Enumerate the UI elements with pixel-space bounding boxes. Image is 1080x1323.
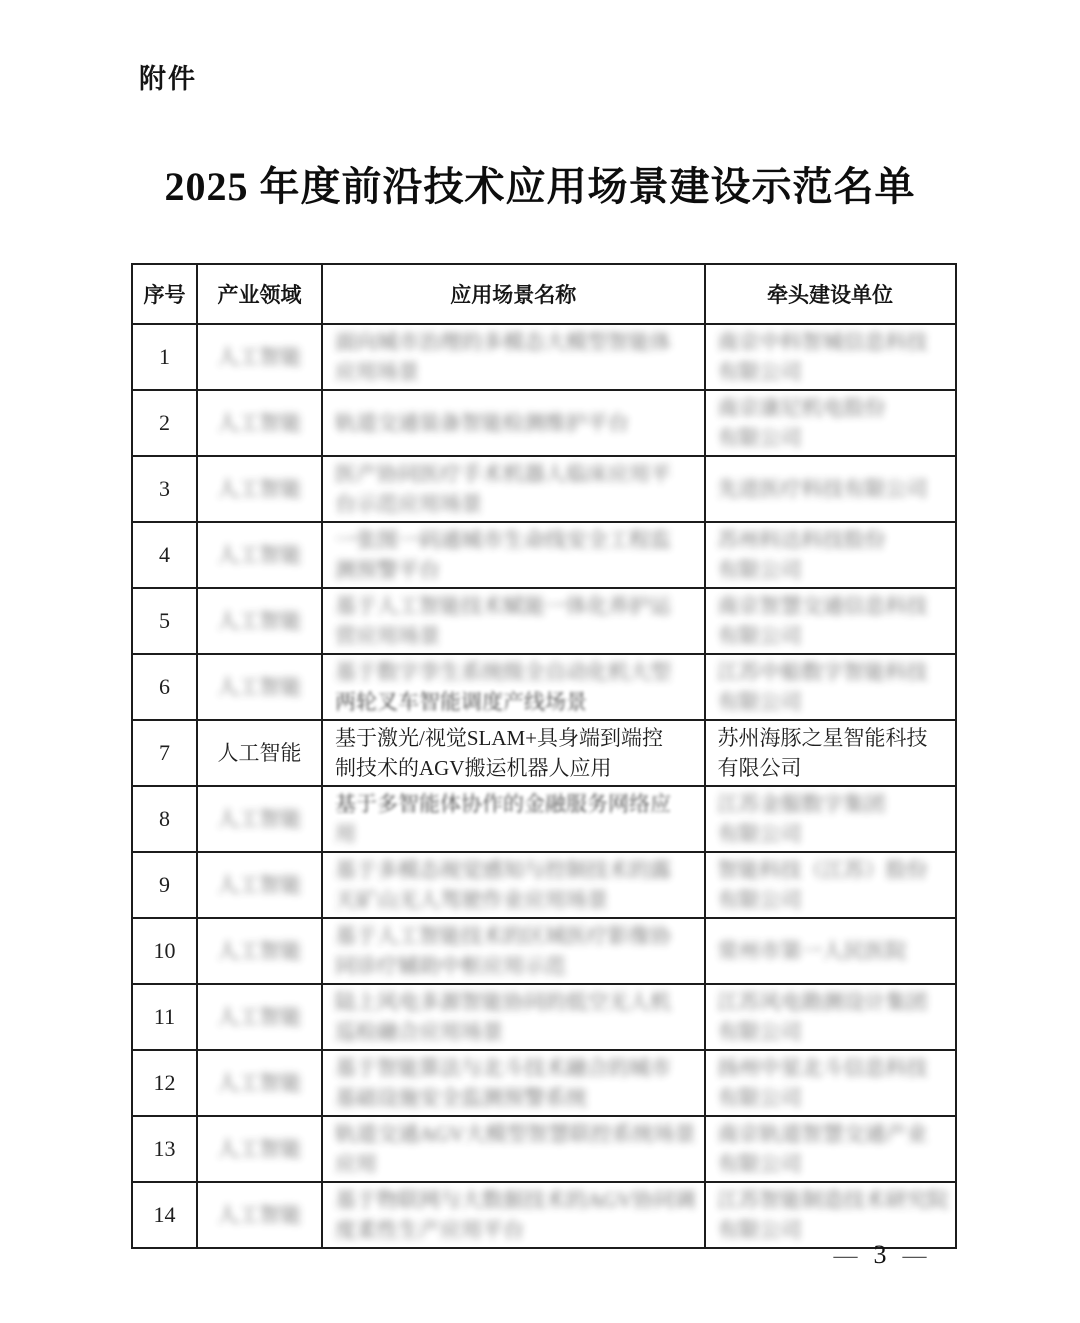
cell-no	[132, 918, 197, 984]
cell-text-line: 人工智能	[217, 543, 302, 567]
cell-text-line: 有限公司	[717, 888, 802, 912]
cell-no	[132, 522, 197, 588]
cell-unit	[705, 1182, 956, 1248]
cell-text-line: 南京康尼机电股份	[717, 396, 886, 420]
cell-unit	[705, 588, 956, 654]
cell-no	[132, 390, 197, 456]
cell-text-line: 人工智能	[217, 675, 302, 699]
table-row	[132, 1182, 956, 1248]
cell-field	[197, 1116, 322, 1182]
cell-text-line: 有限公司	[717, 756, 802, 780]
cell-unit	[705, 852, 956, 918]
cell-text-line: 应用	[335, 1152, 377, 1176]
cell-text-line: 基于物联网与大数据技术的AGV协同调	[335, 1188, 696, 1212]
cell-scenario	[322, 786, 705, 852]
cell-text-line: 南京轨道智慧交通产业	[717, 1122, 928, 1146]
cell-scenario	[322, 852, 705, 918]
cell-no	[132, 654, 197, 720]
cell-no	[132, 720, 197, 786]
cell-text-line: 人工智能	[217, 1005, 302, 1029]
cell-text-line: 基于多智能体协作的金融服务网络应	[335, 792, 671, 816]
cell-text-line: 制技术的AGV搬运机器人应用	[335, 756, 612, 780]
page-title: 2025 年度前沿技术应用场景建设示范名单	[164, 164, 916, 209]
cell-unit	[705, 786, 956, 852]
page-number-value: 3	[873, 1240, 887, 1269]
cell-text-line: 有限公司	[717, 690, 802, 714]
header-industry-field: 产业领域	[197, 264, 322, 324]
cell-text-line: 智能科技（江苏）股份	[717, 858, 928, 882]
cell-unit	[705, 522, 956, 588]
cell-scenario	[322, 456, 705, 522]
cell-text-line: 江苏金服数字集团	[717, 792, 886, 816]
cell-text-line: 人工智能	[217, 1203, 302, 1227]
cell-scenario	[322, 324, 705, 390]
cell-field	[197, 456, 322, 522]
table-row	[132, 456, 956, 522]
cell-text-line: 人工智能	[217, 609, 302, 633]
cell-text-line: 轨道交通装备智能检测维护平台	[335, 411, 629, 435]
cell-text-line: 人工智能	[217, 939, 302, 963]
cell-text-line: 应用场景	[335, 360, 419, 384]
cell-text-line: 度柔性生产应用平台	[335, 1218, 524, 1242]
cell-field	[197, 390, 322, 456]
cell-text-line: 有限公司	[717, 558, 802, 582]
cell-text-line: 6	[159, 674, 170, 699]
cell-text-line: 有限公司	[717, 426, 802, 450]
cell-text-line: 人工智能	[217, 873, 302, 897]
cell-text-line: 人工智能	[217, 411, 302, 435]
cell-text-line: 一张图一码通城市生命线安全工程监	[335, 528, 671, 552]
cell-field	[197, 1182, 322, 1248]
cell-no	[132, 1050, 197, 1116]
cell-text-line: 13	[153, 1136, 176, 1161]
cell-scenario	[322, 588, 705, 654]
cell-no	[132, 786, 197, 852]
cell-unit	[705, 1050, 956, 1116]
cell-field	[197, 588, 322, 654]
table-row	[132, 654, 956, 720]
table-row	[132, 1050, 956, 1116]
cell-scenario	[322, 720, 705, 786]
cell-text-line: 9	[159, 872, 170, 897]
cell-unit	[705, 984, 956, 1050]
cell-no	[132, 1116, 197, 1182]
cell-text-line: 8	[159, 806, 170, 831]
cell-text-line: 面向城市治理的多模态大模型智能体	[335, 330, 671, 354]
cell-text-line: 南京智慧交通信息科技	[717, 594, 928, 618]
cell-text-line: 11	[153, 1004, 176, 1029]
cell-text-line: 先进医疗科技有限公司	[717, 477, 928, 501]
header-serial-number: 序号	[132, 264, 197, 324]
cell-unit	[705, 654, 956, 720]
page-number-dash-right: —	[902, 1243, 927, 1269]
cell-field	[197, 522, 322, 588]
cell-scenario	[322, 918, 705, 984]
cell-unit	[705, 390, 956, 456]
cell-text-line: 轨道交通AGV大模型智慧联控系统场景	[335, 1122, 696, 1146]
cell-text-line: 用	[335, 822, 356, 846]
cell-scenario	[322, 1116, 705, 1182]
cell-scenario	[322, 390, 705, 456]
cell-text-line: 基于人工智能技术的区域医疗影像协	[335, 924, 671, 948]
cell-text-line: 人工智能	[217, 807, 302, 831]
cell-text-line: 有限公司	[717, 1218, 802, 1242]
cell-text-line: 人工智能	[217, 741, 302, 765]
cell-text-line: 12	[153, 1070, 176, 1095]
cell-text-line: 14	[153, 1202, 176, 1227]
table-row	[132, 1116, 956, 1182]
cell-text-line: 基于激光/视觉SLAM+具身端到端控	[335, 726, 664, 750]
cell-text-line: 有限公司	[717, 1086, 802, 1110]
cell-text-line: 基于人工智能技术赋能一体化养护运	[335, 594, 671, 618]
cell-text-line: 10	[153, 938, 176, 963]
cell-text-line: 两轮叉车智能调度产线场景	[335, 690, 587, 714]
cell-text-line: 台示范应用场景	[335, 492, 482, 516]
cell-text-line: 测预警平台	[335, 558, 440, 582]
cell-scenario	[322, 1182, 705, 1248]
table-body	[132, 324, 956, 1248]
cell-text-line: 3	[159, 476, 170, 501]
cell-text-line: 常州市第一人民医院	[717, 939, 907, 963]
cell-text-line: 江苏智能制造技术研究院	[717, 1188, 949, 1212]
table-row	[132, 720, 956, 786]
cell-text-line: 苏州科达科技股份	[717, 528, 886, 552]
cell-text-line: 苏州海豚之星智能科技	[717, 726, 928, 750]
cell-field	[197, 720, 322, 786]
cell-no	[132, 324, 197, 390]
cell-scenario	[322, 522, 705, 588]
cell-text-line: 基础设施安全监测预警系统	[335, 1086, 587, 1110]
cell-field	[197, 852, 322, 918]
cell-scenario	[322, 984, 705, 1050]
cell-scenario	[322, 654, 705, 720]
cell-text-line: 南京中科智城信息科技	[717, 330, 928, 354]
page-number-dash-left: —	[833, 1243, 858, 1269]
cell-text-line: 1	[159, 344, 170, 369]
header-scenario-name: 应用场景名称	[322, 264, 705, 324]
cell-text-line: 江苏中船数字智能科技	[717, 660, 928, 684]
cell-text-line: 人工智能	[217, 1137, 302, 1161]
table-row	[132, 984, 956, 1050]
cell-text-line: 营应用场景	[335, 624, 440, 648]
cell-text-line: 有限公司	[717, 822, 802, 846]
cell-scenario	[322, 1050, 705, 1116]
attachment-label: 附件	[139, 64, 197, 94]
cell-text-line: 7	[159, 740, 170, 765]
cell-field	[197, 918, 322, 984]
table-row	[132, 786, 956, 852]
table-row	[132, 390, 956, 456]
cell-no	[132, 984, 197, 1050]
cell-text-line: 基于数字孪生系统级全自动化机大型	[335, 660, 671, 684]
table-header-row	[132, 264, 956, 324]
cell-field	[197, 1050, 322, 1116]
cell-text-line: 江苏风电勘测设计集团	[717, 990, 928, 1014]
cell-field	[197, 984, 322, 1050]
cell-unit	[705, 324, 956, 390]
cell-text-line: 人工智能	[217, 1071, 302, 1095]
table-row	[132, 522, 956, 588]
demonstration-list-table	[131, 263, 957, 1249]
cell-no	[132, 456, 197, 522]
cell-text-line: 有限公司	[717, 360, 802, 384]
cell-text-line: 医产协同医疗手术机器人临床应用平	[335, 462, 671, 486]
table-row	[132, 918, 956, 984]
cell-no	[132, 852, 197, 918]
cell-unit	[705, 1116, 956, 1182]
cell-text-line: 基于多模态视觉感知与控制技术的露	[335, 858, 671, 882]
cell-unit	[705, 918, 956, 984]
cell-no	[132, 588, 197, 654]
cell-text-line: 天矿山无人驾驶作业应用场景	[335, 888, 608, 912]
cell-text-line: 有限公司	[717, 1152, 802, 1176]
cell-no	[132, 1182, 197, 1248]
cell-text-line: 有限公司	[717, 624, 802, 648]
cell-text-line: 同诊疗辅助中枢应用示范	[335, 954, 566, 978]
cell-text-line: 人工智能	[217, 345, 302, 369]
header-lead-unit: 牵头建设单位	[705, 264, 956, 324]
cell-text-line: 基于智能算法与北斗技术融合的城市	[335, 1056, 671, 1080]
cell-unit	[705, 720, 956, 786]
table-row	[132, 588, 956, 654]
table-row	[132, 852, 956, 918]
page-number	[795, 1240, 965, 1270]
cell-text-line: 4	[159, 542, 170, 567]
cell-text-line: 有限公司	[717, 1020, 802, 1044]
cell-text-line: 扬州中星北斗信息科技	[717, 1056, 928, 1080]
cell-text-line: 陆上风电多源智能协同的低空无人机	[335, 990, 671, 1014]
cell-field	[197, 786, 322, 852]
cell-text-line: 2	[159, 410, 170, 435]
cell-text-line: 5	[159, 608, 170, 633]
cell-text-line: 巡检融合应用场景	[335, 1020, 503, 1044]
cell-field	[197, 324, 322, 390]
cell-field	[197, 654, 322, 720]
table-header	[132, 264, 956, 324]
table-row	[132, 324, 956, 390]
cell-unit	[705, 456, 956, 522]
cell-text-line: 人工智能	[217, 477, 302, 501]
